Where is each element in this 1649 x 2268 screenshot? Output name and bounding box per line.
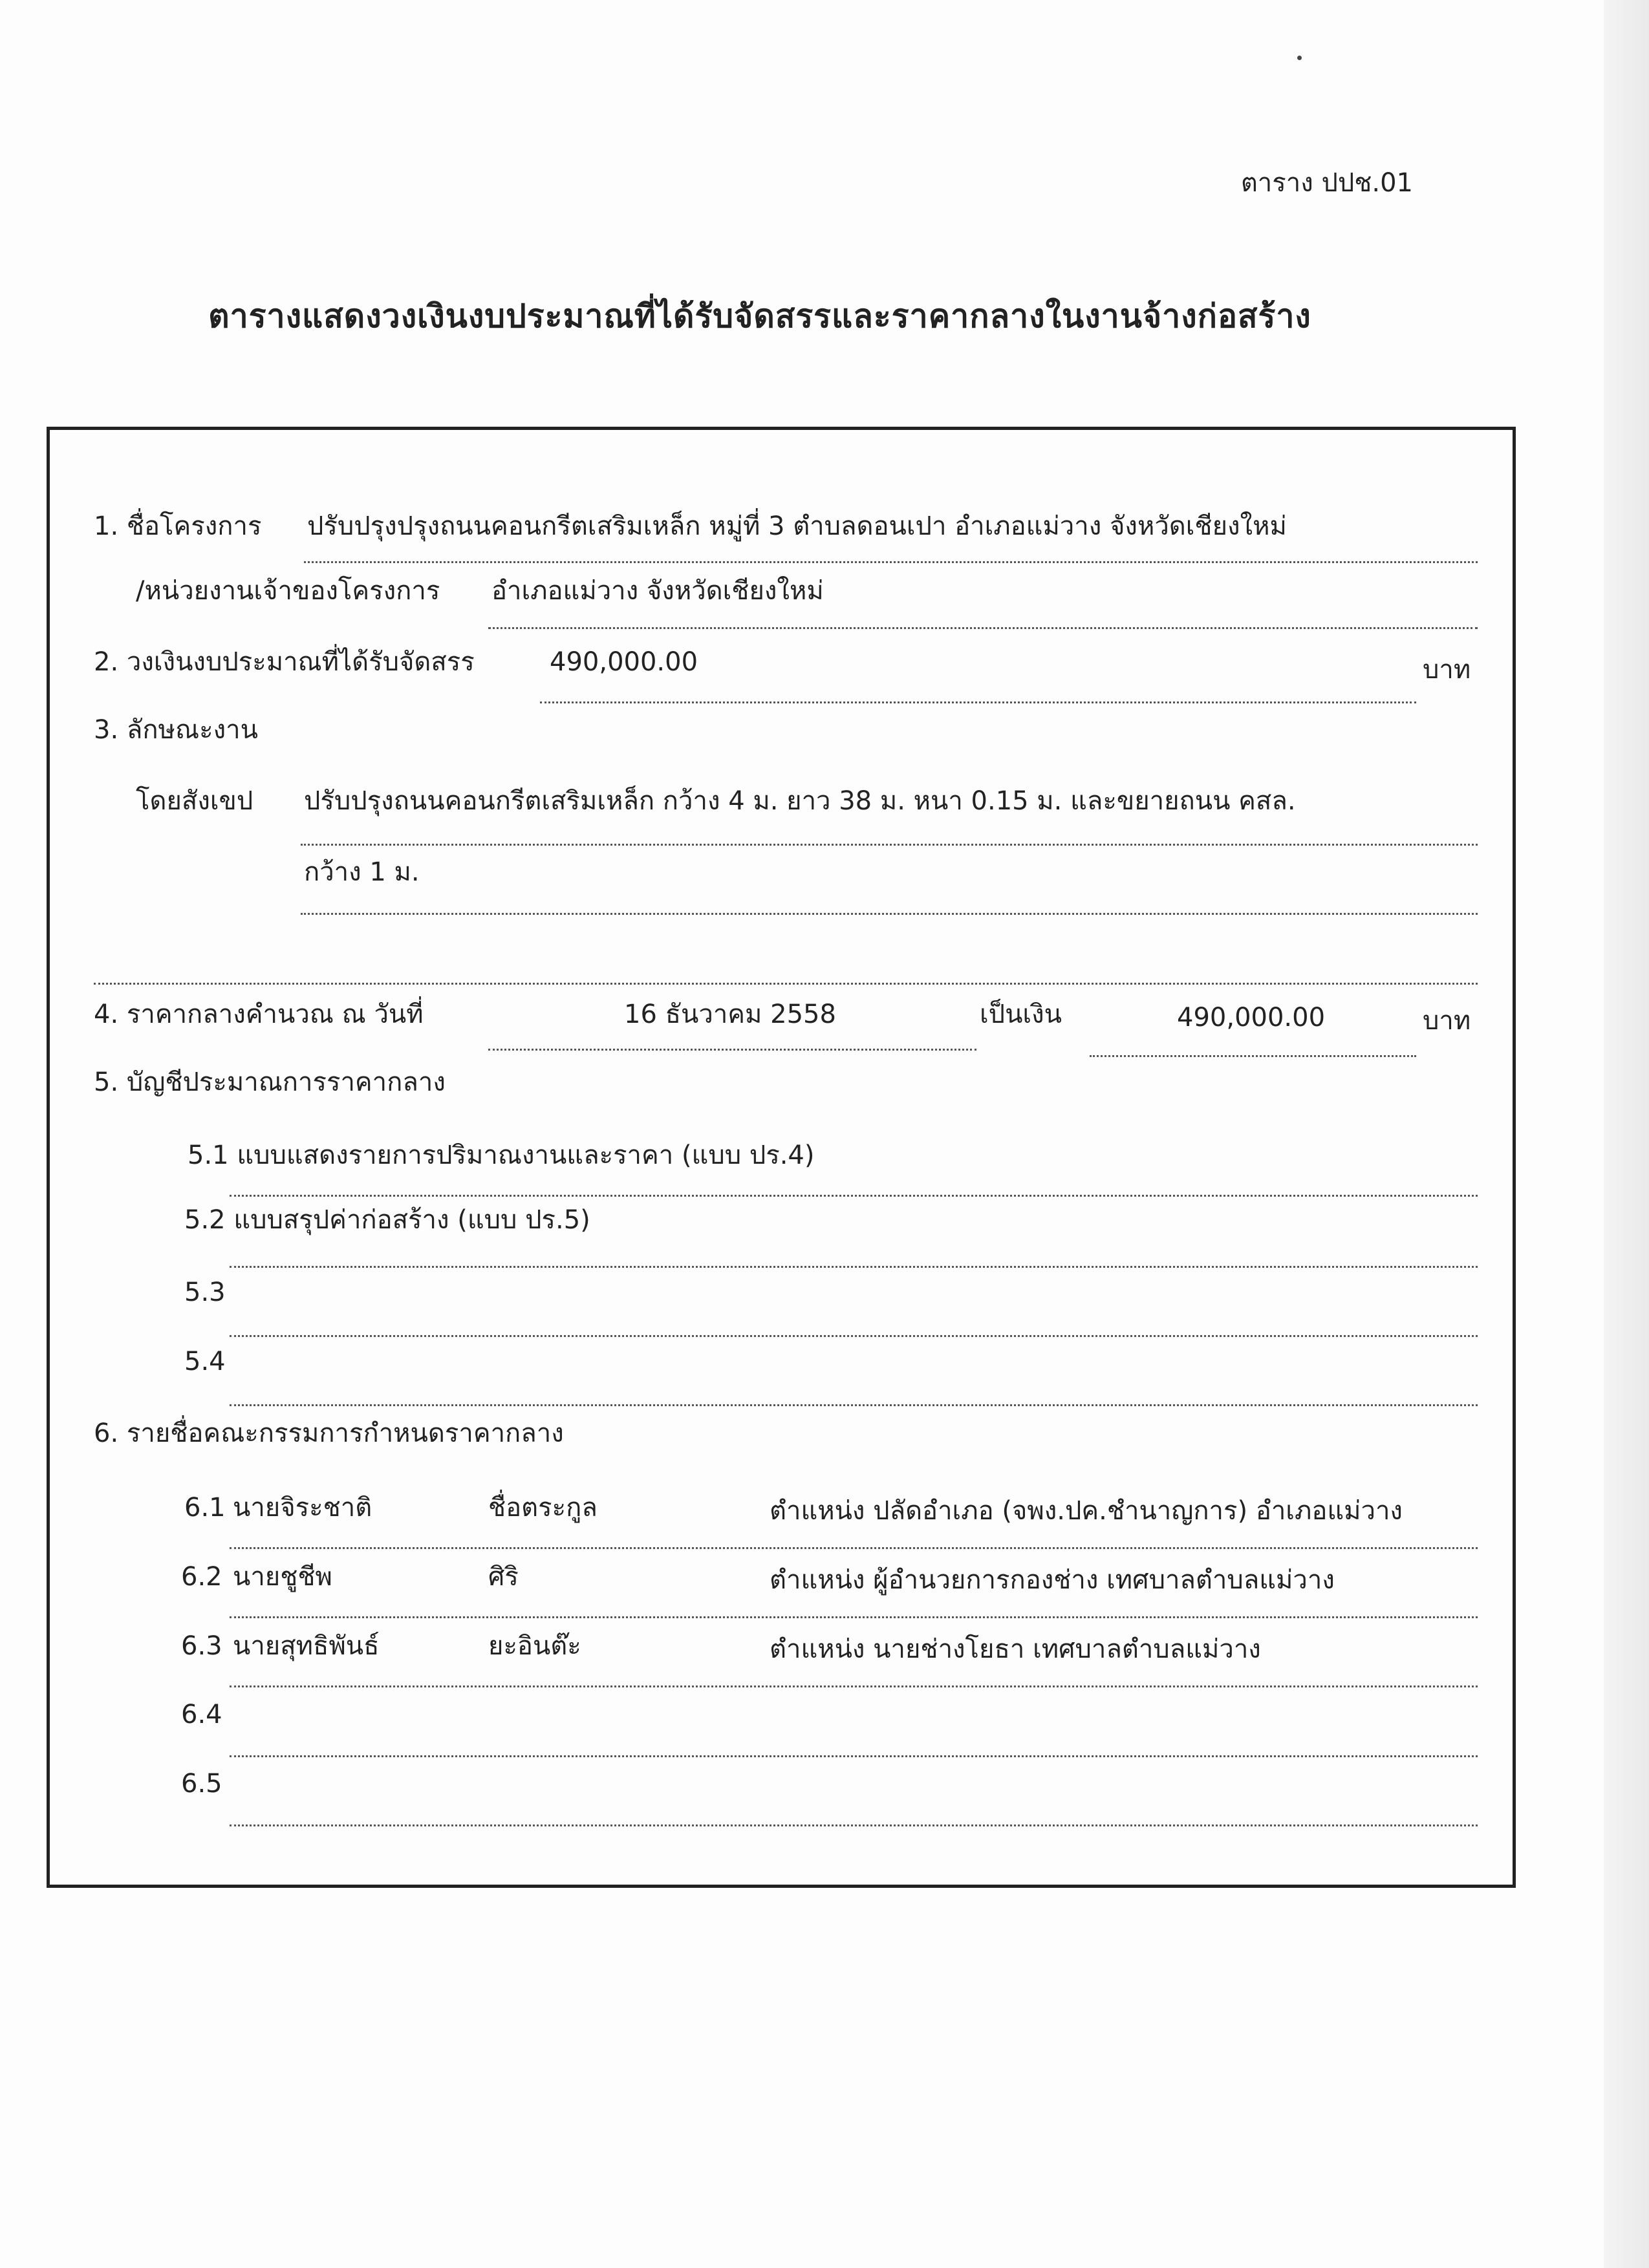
dotted-line	[488, 1049, 976, 1051]
member-number: 6.1	[184, 1493, 226, 1523]
member-number: 6.4	[181, 1700, 222, 1729]
dotted-line	[230, 1685, 1478, 1687]
dotted-line	[94, 983, 1478, 985]
member-last-name: ยะอินต๊ะ	[488, 1631, 581, 1661]
dotted-line	[230, 1266, 1478, 1268]
budget-unit: บาท	[1423, 655, 1471, 685]
dotted-line	[230, 1195, 1478, 1197]
median-price-date: 16 ธันวาคม 2558	[624, 1000, 836, 1029]
member-first-name: นายสุทธิพันธ์	[233, 1631, 380, 1661]
dotted-line	[230, 1547, 1478, 1549]
member-last-name: ชื่อตระกูล	[488, 1493, 598, 1523]
estimate-entry: 5.2 แบบสรุปค่าก่อสร้าง (แบบ ปร.5)	[184, 1205, 590, 1235]
dotted-line	[230, 1616, 1478, 1618]
scan-edge-shadow	[1604, 0, 1649, 2268]
project-owner-label: /หน่วยงานเจ้าของโครงการ	[136, 576, 440, 606]
document-title: ตารางแสดงวงเงินงบประมาณที่ได้รับจัดสรรและราคากลางในงานจ้างก่อสร้าง	[208, 297, 1311, 335]
dotted-line	[1090, 1055, 1416, 1057]
member-last-name: ศิริ	[488, 1562, 519, 1592]
estimate-entry: 5.4	[184, 1347, 226, 1376]
member-first-name: นายชูชีพ	[233, 1562, 332, 1592]
member-position: ตำแหน่ง นายช่างโยธา เทศบาลตำบลแม่วาง	[770, 1634, 1261, 1664]
member-number: 6.3	[181, 1631, 222, 1661]
dotted-line	[230, 1404, 1478, 1406]
estimate-entry: 5.3	[184, 1278, 226, 1307]
budget-label: 2. วงเงินงบประมาณที่ได้รับจัดสรร	[94, 647, 475, 677]
member-first-name: นายจิระชาติ	[233, 1493, 372, 1523]
budget-value: 490,000.00	[550, 647, 698, 677]
member-number: 6.5	[181, 1769, 222, 1799]
project-name-label: 1. ชื่อโครงการ	[94, 511, 262, 541]
dotted-line	[301, 844, 1478, 846]
median-price-unit: บาท	[1423, 1006, 1471, 1036]
project-owner-value: อำเภอแม่วาง จังหวัดเชียงใหม่	[491, 576, 824, 606]
work-type-label: 3. ลักษณะงาน	[94, 715, 258, 745]
dotted-line	[540, 701, 1416, 703]
member-number: 6.2	[181, 1562, 222, 1592]
work-summary-line1: ปรับปรุงถนนคอนกรีตเสริมเหล็ก กว้าง 4 ม. ยาว 38 ม. หนา 0.15 ม. และขยายถนน คสล.	[304, 786, 1296, 816]
median-price-date-label: 4. ราคากลางคำนวณ ณ วันที่	[94, 1000, 424, 1029]
median-price-amount: 490,000.00	[1177, 1003, 1326, 1032]
dotted-line	[230, 1755, 1478, 1757]
dotted-line	[301, 913, 1478, 915]
scan-speck	[1297, 56, 1302, 60]
project-name-value: ปรับปรุงปรุงถนนคอนกรีตเสริมเหล็ก หมู่ที่ 3 ตำบลดอนเปา อำเภอแม่วาง จังหวัดเชียงใหม่	[307, 511, 1287, 541]
dotted-line	[304, 561, 1478, 563]
form-code: ตาราง ปปช.01	[1240, 168, 1413, 198]
committee-label: 6. รายชื่อคณะกรรมการกำหนดราคากลาง	[94, 1418, 564, 1448]
dotted-line	[488, 627, 1478, 629]
work-summary-line2: กว้าง 1 ม.	[304, 857, 420, 887]
dotted-line	[230, 1335, 1478, 1337]
member-position: ตำแหน่ง ผู้อำนวยการกองช่าง เทศบาลตำบลแม่วาง	[770, 1565, 1335, 1595]
median-price-amount-label: เป็นเงิน	[980, 1000, 1062, 1029]
work-summary-label: โดยสังเขป	[136, 786, 253, 816]
member-position: ตำแหน่ง ปลัดอำเภอ (จพง.ปค.ชำนาญการ) อำเภอแม่วาง	[770, 1496, 1403, 1526]
estimate-list-label: 5. บัญชีประมาณการราคากลาง	[94, 1067, 446, 1097]
estimate-entry: 5.1 แบบแสดงรายการปริมาณงานและราคา (แบบ ปร.4)	[188, 1140, 815, 1170]
dotted-line	[230, 1824, 1478, 1826]
